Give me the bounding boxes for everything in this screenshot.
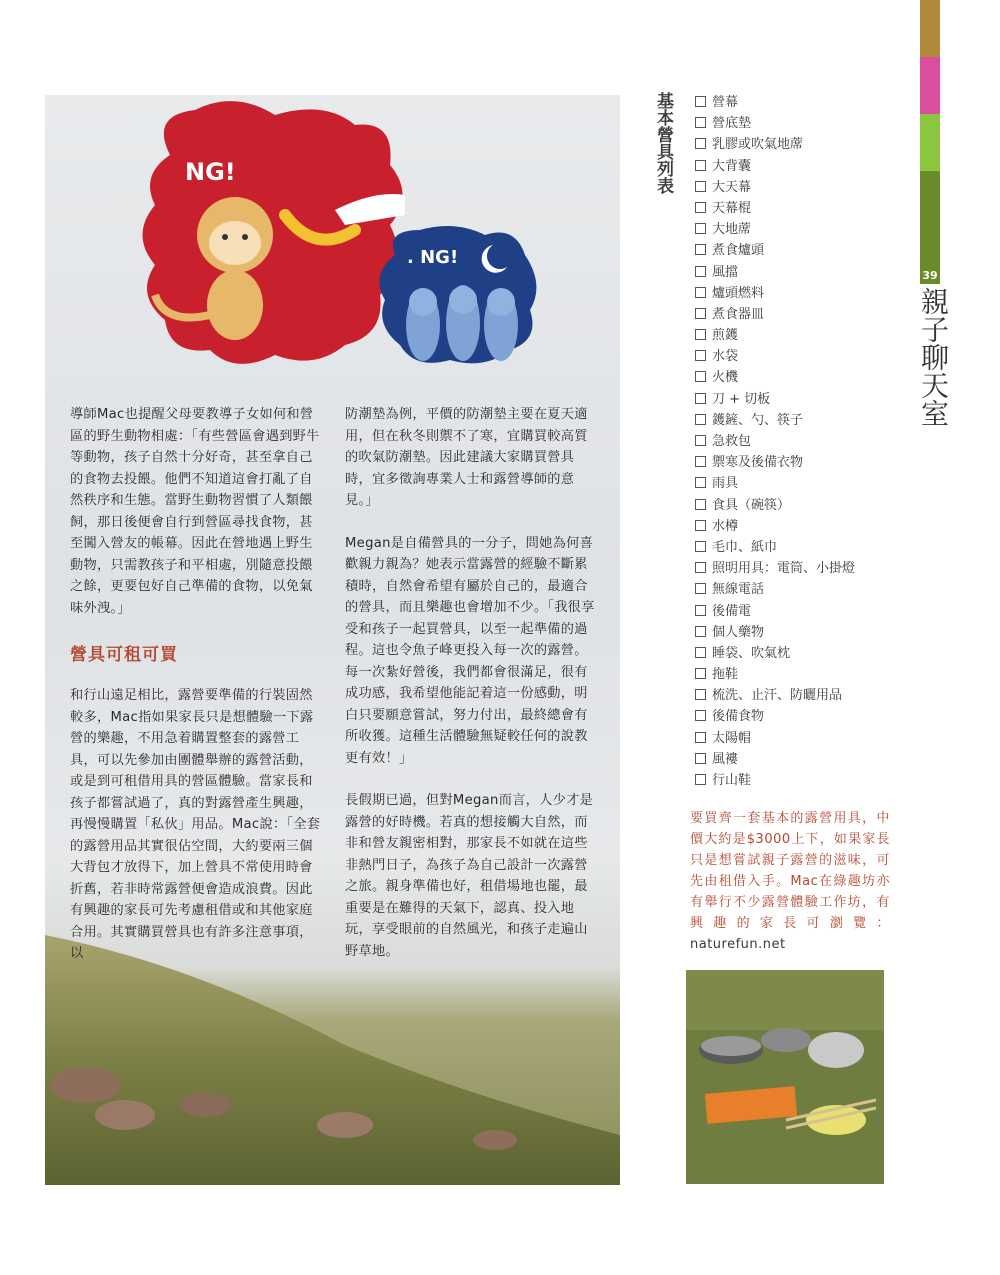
checklist-item <box>695 113 905 134</box>
checklist-item-label: 刀 + 切板 <box>712 391 771 407</box>
checkbox-icon[interactable] <box>695 689 706 700</box>
checklist-item <box>695 622 905 643</box>
checklist-item <box>695 706 905 727</box>
ng-label-blue: . NG! <box>407 247 459 268</box>
checklist-item <box>695 198 905 219</box>
checklist-item <box>695 156 905 177</box>
checklist-item <box>695 431 905 452</box>
checklist-item-label: 毛巾、紙巾 <box>712 539 778 555</box>
checklist-item-label: 鑊鏟、勺、筷子 <box>712 412 804 428</box>
checklist-item <box>695 92 905 113</box>
checklist-item <box>695 601 905 622</box>
checklist-item-label: 個人藥物 <box>712 624 765 640</box>
checklist-item-label: 風擋 <box>712 264 739 280</box>
checkbox-icon[interactable] <box>695 499 706 510</box>
checkbox-icon[interactable] <box>695 435 706 446</box>
checkbox-icon[interactable] <box>695 371 706 382</box>
checklist-item-label: 食具（碗筷） <box>712 497 791 513</box>
sidebar-note <box>690 808 890 955</box>
checkbox-icon[interactable] <box>695 583 706 594</box>
checkbox-icon[interactable] <box>695 393 706 404</box>
column-1-lower <box>70 685 322 986</box>
checklist-item <box>695 283 905 304</box>
checklist-item-label: 煮食爐頭 <box>712 243 765 259</box>
checkbox-icon[interactable] <box>695 181 706 192</box>
checklist-item-label: 睡袋、吹氣枕 <box>712 645 791 661</box>
checklist-item-label: 營底墊 <box>712 116 752 132</box>
checklist-item <box>695 770 905 791</box>
sidebar-note-text: 要買齊一套基本的露營用具，中價大約是$3000上下，如果家長只是想嘗試親子露營的滋味，可先由租借入手。Mac在綠趣坊亦有舉行不少露營體驗工作坊，有興趣的家長可瀏覽： <box>690 811 890 931</box>
checkbox-icon[interactable] <box>695 456 706 467</box>
checkbox-icon[interactable] <box>695 414 706 425</box>
color-tab-brown <box>920 0 940 57</box>
checklist-item-label: 大背囊 <box>712 158 752 174</box>
checklist-item-label: 大天幕 <box>712 179 752 195</box>
checklist-item-label: 後備食物 <box>712 709 765 725</box>
checklist-item-label: 乳膠或吹氣地蓆 <box>712 137 804 153</box>
checklist-title-text: 基本營具列表 <box>653 92 673 194</box>
checklist-item-label: 急救包 <box>712 434 752 449</box>
checklist-item <box>695 240 905 261</box>
checklist <box>695 92 905 791</box>
checklist-item <box>695 262 905 283</box>
checkbox-icon[interactable] <box>695 562 706 573</box>
column-1-para-2: 和行山遠足相比，露營要準備的行裝固然較多，Mac指如果家長只是想體驗一下露營的樂趣，不用急着購置整套的露營工具，可以先參加由團體舉辦的露營活動，或是到可租借用具的營區體驗。當家長和孩子都嘗試過了，真的對露營產生興趣，再慢慢購置「私伙」用品。Mac說：「全套的露營用品其實很佔空間，大約要兩三個大背包才放得下，加上營具不常使用時會折舊，若非時常露營便會造成浪費。因此有興趣的家長可先考慮租借或和其他家庭合用。其實購買營具也有許多注意事項，以 <box>70 688 321 961</box>
checkbox-icon[interactable] <box>695 202 706 213</box>
checklist-item <box>695 325 905 346</box>
column-2-para-2: Megan是自備營具的一分子，問她為何喜歡親力親為？她表示當露營的經驗不斷累積時，自然會希望有屬於自己的，最適合的營具，而且樂趣也會增加不少。「我很享受和孩子一起買營具，以至一起準備的過程。這也令魚子峰更投入每一次的露營。每一次紮好營後，我們都會很滿足，很有成功感，我希望他能記着這一份感動，明白只要願意嘗試，努力付出，最終總會有所收獲。這種生活體驗無疑較任何的說教更有效！」 <box>345 535 595 766</box>
checkbox-icon[interactable] <box>695 753 706 764</box>
checklist-item-label: 雨具 <box>712 476 739 492</box>
page-number: 39 <box>920 268 940 284</box>
checklist-title <box>652 92 674 199</box>
camping-gear-photo <box>686 970 884 1184</box>
checkbox-icon[interactable] <box>695 223 706 234</box>
checklist-item <box>695 346 905 367</box>
checkbox-icon[interactable] <box>695 668 706 679</box>
section-heading: 營具可租可買 <box>70 645 178 665</box>
checkbox-icon[interactable] <box>695 117 706 128</box>
checklist-item-label: 拖鞋 <box>712 667 739 683</box>
checklist-item <box>695 664 905 685</box>
checklist-item-label: 無線電話 <box>712 582 765 598</box>
website-link[interactable]: naturefun.net <box>690 937 786 952</box>
checklist-item-label: 照明用具：電筒、小掛燈 <box>712 561 856 577</box>
checklist-item-label: 風褸 <box>712 751 739 767</box>
checklist-item-label: 營幕 <box>712 95 739 110</box>
checklist-item <box>695 537 905 558</box>
checklist-item <box>695 685 905 706</box>
checklist-item <box>695 410 905 431</box>
checkbox-icon[interactable] <box>695 160 706 171</box>
checklist-item <box>695 643 905 664</box>
checklist-item <box>695 389 905 410</box>
checklist-item-label: 火機 <box>712 370 739 386</box>
checkbox-icon[interactable] <box>695 244 706 255</box>
checkbox-icon[interactable] <box>695 287 706 298</box>
checklist-item-label: 梳洗、止汗、防曬用品 <box>712 688 843 704</box>
column-2 <box>345 404 597 983</box>
color-tab-lightgreen <box>920 114 940 171</box>
checkbox-icon[interactable] <box>695 520 706 531</box>
checklist-item-label: 煮食器皿 <box>712 306 765 322</box>
checklist-item-label: 大地蓆 <box>712 222 752 238</box>
monkey-illustration <box>45 95 620 395</box>
checklist-item <box>695 304 905 325</box>
checklist-item <box>695 452 905 473</box>
checklist-item-label: 水袋 <box>712 349 739 365</box>
checkbox-icon[interactable] <box>695 477 706 488</box>
checkbox-icon[interactable] <box>695 329 706 340</box>
checklist-item-label: 後備電 <box>712 603 752 619</box>
checklist-item <box>695 473 905 494</box>
column-2-para-3: 長假期已過，但對Megan而言，人少才是露營的好時機。若真的想接觸大自然，而非和營友親密相對，那家長不如就在這些非熱門日子，為孩子為自己設計一次露營之旅。親身準備也好，租借場地也罷，最重要是在難得的天氣下，認真、投入地玩，享受眼前的自然風光，和孩子走遍山野草地。 <box>345 793 594 959</box>
checkbox-icon[interactable] <box>695 266 706 277</box>
checklist-item <box>695 516 905 537</box>
column-1-para-1: 導師Mac也提醒父母要教導子女如何和營區的野生動物相處：「有些營區會遇到野牛等動物，孩子自然十分好奇，甚至拿自己的食物去投餵。他們不知道這會打亂了自然秩序和生態。當野生動物習慣了人類餵飼，那日後便會自行到營區尋找食物，甚至闖入營友的帳幕。因此在營地遇上野生動物，只需教孩子和平相處，別隨意投餵之餘，更要包好自己準備的食物，以免氣味外洩。」 <box>70 407 320 616</box>
checkbox-icon[interactable] <box>695 541 706 552</box>
color-tab-pink <box>920 57 940 114</box>
checklist-item <box>695 177 905 198</box>
checklist-item-label: 爐頭燃料 <box>712 285 765 301</box>
column-1 <box>70 404 322 640</box>
checklist-item <box>695 219 905 240</box>
section-title-text: 親子聊天室 <box>917 287 950 427</box>
ng-label-red: NG! <box>185 158 236 186</box>
color-tab-green <box>920 171 940 268</box>
section-title <box>915 287 950 436</box>
checklist-item-label: 水樽 <box>712 518 739 534</box>
checklist-item <box>695 367 905 388</box>
checkbox-icon[interactable] <box>695 626 706 637</box>
checklist-item-label: 行山鞋 <box>712 773 752 788</box>
checklist-item <box>695 749 905 770</box>
checklist-item-label: 天幕棍 <box>712 200 752 216</box>
checklist-item <box>695 558 905 579</box>
checklist-item-label: 禦寒及後備衣物 <box>712 455 804 471</box>
checkbox-icon[interactable] <box>695 732 706 743</box>
checkbox-icon[interactable] <box>695 647 706 658</box>
checklist-item <box>695 579 905 600</box>
camping-gear-image <box>686 970 884 1184</box>
checklist-item <box>695 134 905 155</box>
checkbox-icon[interactable] <box>695 710 706 721</box>
checklist-item-label: 煎鑊 <box>712 328 739 344</box>
checklist-item-label: 太陽帽 <box>712 730 752 746</box>
checkbox-icon[interactable] <box>695 605 706 616</box>
checklist-item <box>695 495 905 516</box>
checklist-item <box>695 728 905 749</box>
checkbox-icon[interactable] <box>695 96 706 107</box>
checkbox-icon[interactable] <box>695 350 706 361</box>
checkbox-icon[interactable] <box>695 138 706 149</box>
checkbox-icon[interactable] <box>695 774 706 785</box>
column-2-para-1: 防潮墊為例，平價的防潮墊主要在夏天適用，但在秋冬則禦不了寒，宜購買較高質的吹氣防潮墊。因此建議大家購買營具時，宜多徵詢專業人士和露營導師的意見。」 <box>345 407 588 508</box>
checkbox-icon[interactable] <box>695 308 706 319</box>
